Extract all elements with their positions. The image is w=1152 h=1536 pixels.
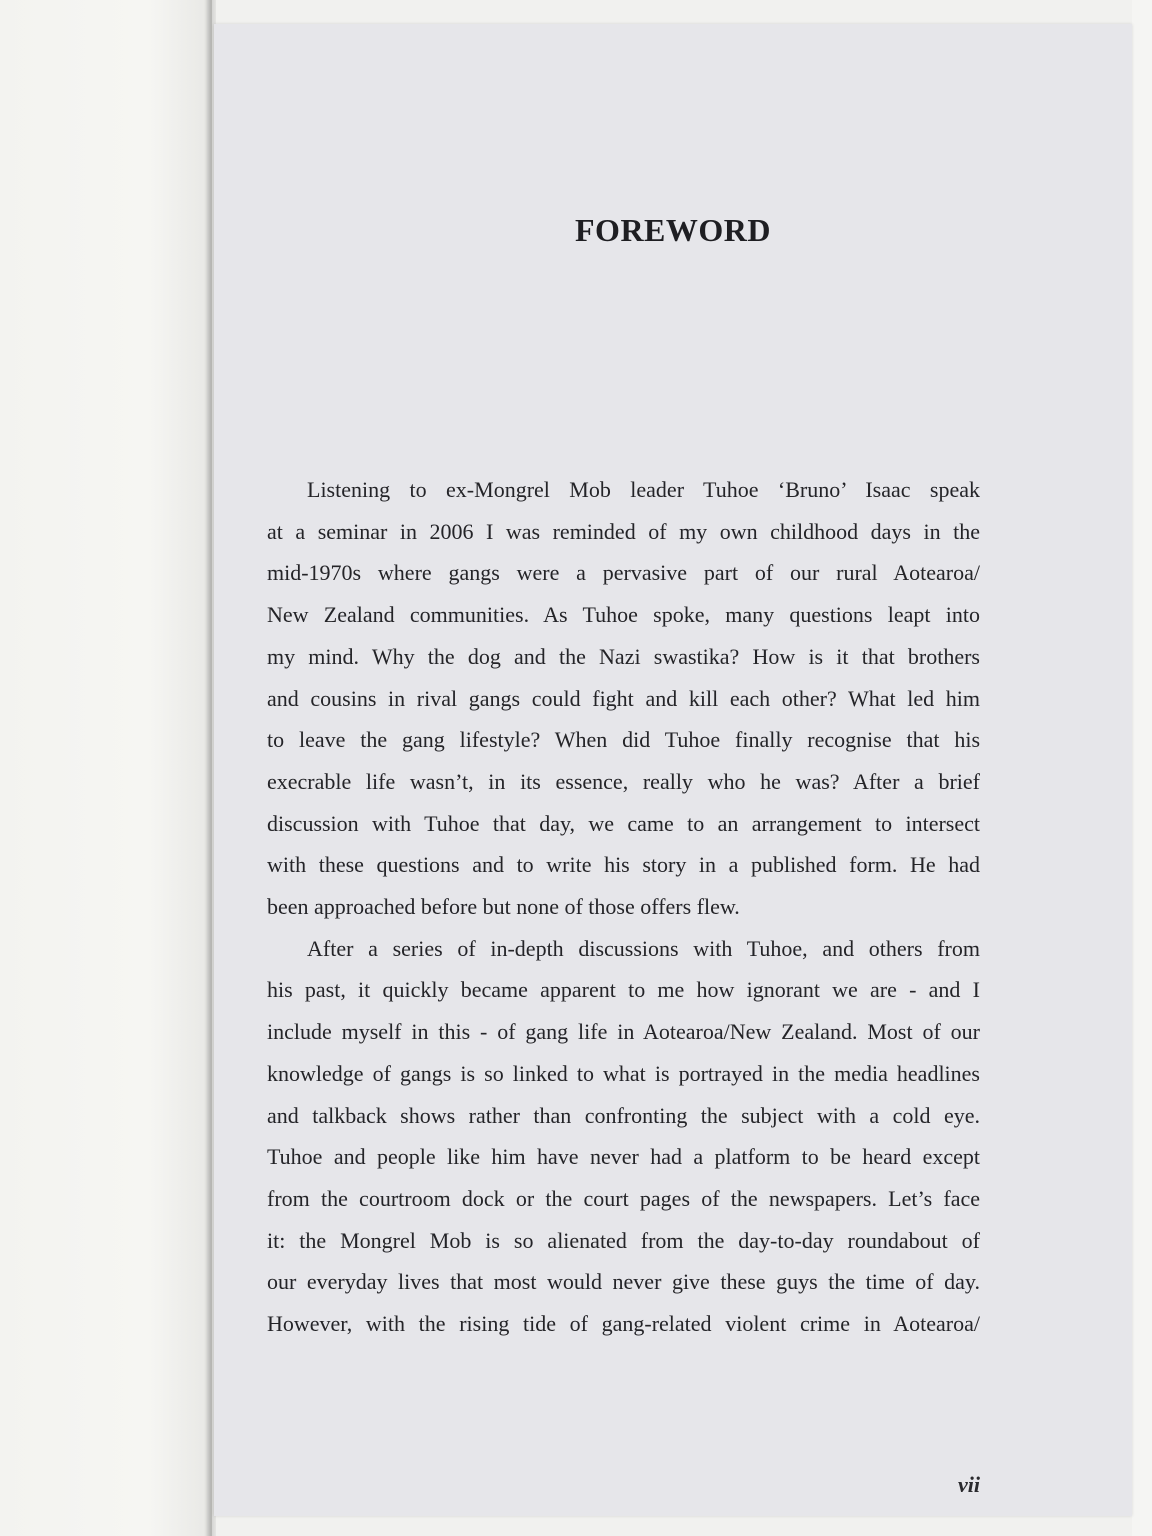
text-line: and cousins in rival gangs could fight and kill each other? What led him	[267, 685, 980, 711]
text-line: our everyday lives that most would never give these guys the time of day.	[267, 1269, 980, 1295]
text-line: with these questions and to write his story in a published form. He had	[267, 852, 980, 878]
paragraph-1	[267, 469, 980, 928]
text-line: been approached before but none of those offers flew.	[267, 894, 740, 920]
left-page-blank	[0, 0, 212, 1536]
text-line: to leave the gang lifestyle? When did Tuhoe finally recognise that his	[267, 727, 980, 753]
page-title: FOREWORD	[575, 212, 771, 248]
background-edge	[1132, 0, 1152, 1536]
text-line: discussion with Tuhoe that day, we came to an arrangement to intersect	[267, 810, 980, 836]
text-line: at a seminar in 2006 I was reminded of my own childhood days in the	[267, 518, 980, 544]
text-line: include myself in this - of gang life in Aotearoa/New Zealand. Most of our	[267, 1019, 980, 1045]
text-line: my mind. Why the dog and the Nazi swastika? How is it that brothers	[267, 643, 980, 669]
text-line: However, with the rising tide of gang-related violent crime in Aotearoa/	[267, 1311, 980, 1337]
text-line: execrable life wasn’t, in its essence, really who he was? After a brief	[267, 768, 980, 794]
text-line: Tuhoe and people like him have never had a platform to be heard except	[267, 1144, 980, 1170]
text-line: and talkback shows rather than confronting the subject with a cold eye.	[267, 1102, 980, 1128]
body-text	[267, 469, 980, 1345]
book-page	[214, 24, 1132, 1516]
text-line: mid-1970s where gangs were a pervasive part of our rural Aotearoa/	[267, 560, 980, 586]
text-line: New Zealand communities. As Tuhoe spoke, many questions leapt into	[267, 602, 980, 628]
page-number: vii	[958, 1472, 980, 1497]
paragraph-2	[267, 928, 980, 1345]
text-line: knowledge of gangs is so linked to what is portrayed in the media headlines	[267, 1060, 980, 1086]
text-line: from the courtroom dock or the court pages of the newspapers. Let’s face	[267, 1185, 980, 1211]
text-line: Listening to ex-Mongrel Mob leader Tuhoe ‘Bruno’ Isaac speak	[307, 477, 980, 502]
text-line: his past, it quickly became apparent to me how ignorant we are - and I	[267, 977, 980, 1003]
text-line: After a series of in-depth discussions with Tuhoe, and others from	[307, 935, 980, 961]
text-line: it: the Mongrel Mob is so alienated from the day-to-day roundabout of	[267, 1227, 980, 1253]
